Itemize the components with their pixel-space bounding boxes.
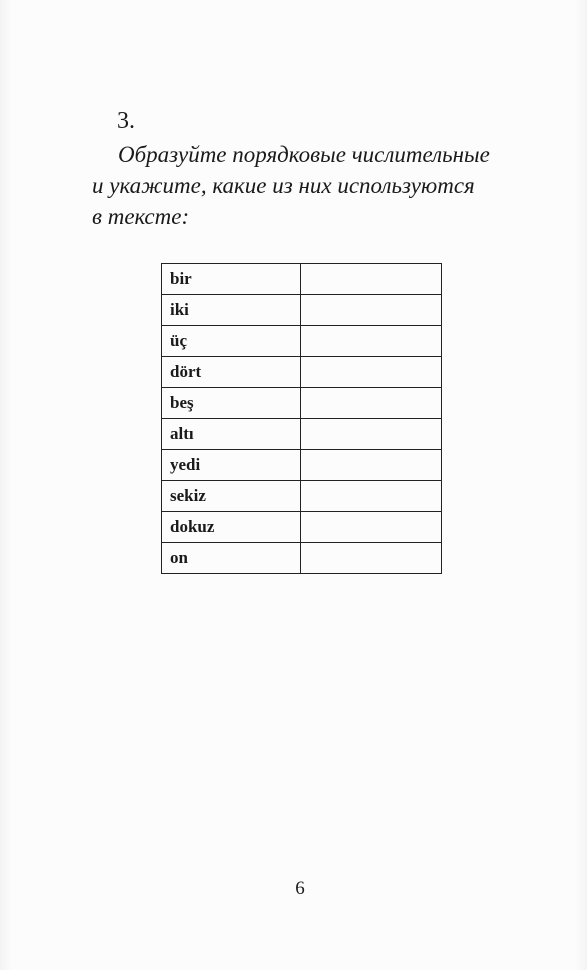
numeral-cell: beş xyxy=(162,388,301,419)
numeral-cell: on xyxy=(162,543,301,574)
numeral-cell: üç xyxy=(162,326,301,357)
instruction-line: в тексте: xyxy=(92,204,190,229)
numeral-cell: altı xyxy=(162,419,301,450)
numeral-cell: iki xyxy=(162,295,301,326)
exercise-number: 3. xyxy=(117,108,135,134)
table-row xyxy=(162,481,442,512)
answer-cell[interactable] xyxy=(301,264,442,295)
table-row xyxy=(162,295,442,326)
answer-cell[interactable] xyxy=(301,543,442,574)
exercise-instruction xyxy=(92,139,532,232)
table-row xyxy=(162,419,442,450)
numeral-cell: sekiz xyxy=(162,481,301,512)
page-number: 6 xyxy=(295,878,305,899)
table-row xyxy=(162,388,442,419)
table-row xyxy=(162,357,442,388)
numeral-cell: bir xyxy=(162,264,301,295)
answer-cell[interactable] xyxy=(301,481,442,512)
instruction-line: и укажите, какие из них используются xyxy=(92,173,475,198)
table-row xyxy=(162,326,442,357)
answer-cell[interactable] xyxy=(301,450,442,481)
table-row xyxy=(162,512,442,543)
table-row xyxy=(162,450,442,481)
answer-cell[interactable] xyxy=(301,419,442,450)
answer-cell[interactable] xyxy=(301,326,442,357)
answer-cell[interactable] xyxy=(301,357,442,388)
numeral-cell: dört xyxy=(162,357,301,388)
answer-cell[interactable] xyxy=(301,388,442,419)
answer-cell[interactable] xyxy=(301,512,442,543)
numeral-cell: yedi xyxy=(162,450,301,481)
numeral-cell: dokuz xyxy=(162,512,301,543)
instruction-line: Образуйте порядковые числительные xyxy=(118,142,490,167)
table-row xyxy=(162,543,442,574)
numerals-table xyxy=(161,263,442,574)
table-row xyxy=(162,264,442,295)
answer-cell[interactable] xyxy=(301,295,442,326)
